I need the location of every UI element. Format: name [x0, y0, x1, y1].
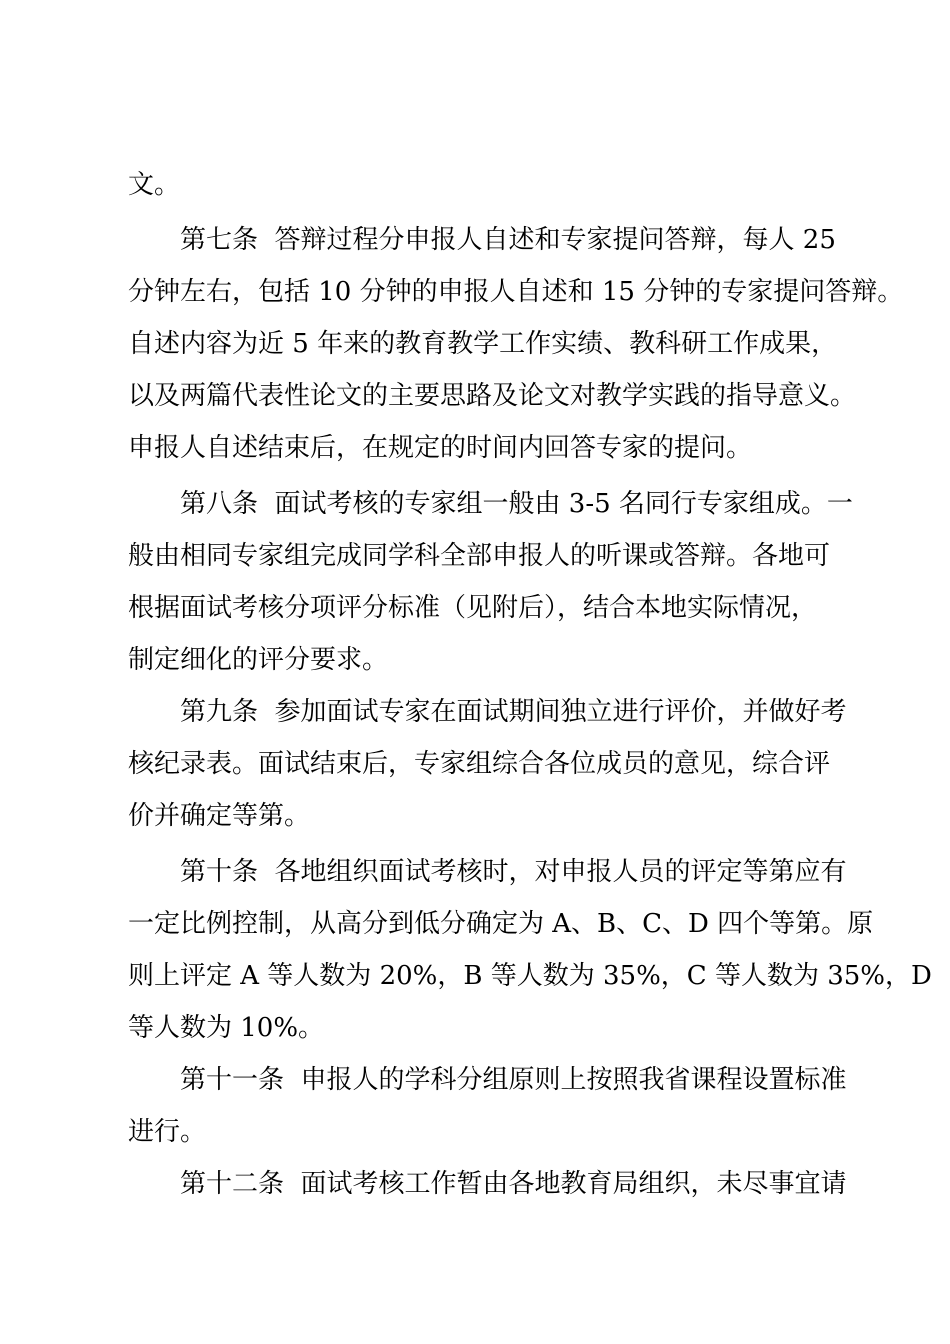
paragraph-article-8-line-1: 第八条 面试考核的专家组一般由 3-5 名同行专家组成。一 [180, 489, 853, 519]
paragraph-article-7-line-1: 第七条 答辩过程分申报人自述和专家提问答辩，每人 25 [180, 225, 836, 255]
paragraph-article-10-line-2: 一定比例控制，从高分到低分确定为 A、B、C、D 四个等第。原 [128, 909, 874, 939]
paragraph-article-8-line-2: 般由相同专家组完成同学科全部申报人的听课或答辩。各地可 [128, 541, 831, 571]
paragraph-article-10-line-1: 第十条 各地组织面试考核时，对申报人员的评定等第应有 [180, 857, 847, 887]
paragraph-article-9-line-3: 价并确定等第。 [128, 801, 311, 831]
paragraph-article-8-line-3: 根据面试考核分项评分标准（见附后），结合本地实际情况， [128, 593, 818, 623]
paragraph-article-7-line-2: 分钟左右，包括 10 分钟的申报人自述和 15 分钟的专家提问答辩。 [128, 277, 904, 307]
paragraph-article-12-line-1: 第十二条 面试考核工作暂由各地教育局组织，未尽事宜请 [180, 1169, 847, 1199]
paragraph-article-8-line-4: 制定细化的评分要求。 [128, 645, 389, 675]
paragraph-article-7-line-3: 自述内容为近 5 年来的教育教学工作实绩、教科研工作成果， [128, 329, 838, 359]
paragraph-article-11-line-1: 第十一条 申报人的学科分组原则上按照我省课程设置标准 [180, 1065, 847, 1095]
paragraph-article-10-line-3: 则上评定 A 等人数为 20%，B 等人数为 35%，C 等人数为 35%，D [128, 961, 932, 991]
paragraph-article-9-line-1: 第九条 参加面试专家在面试期间独立进行评价，并做好考 [180, 697, 847, 727]
text-line: 文。 [128, 170, 181, 200]
paragraph-article-10-line-4: 等人数为 10%。 [128, 1013, 325, 1043]
paragraph-article-7-line-5: 申报人自述结束后，在规定的时间内回答专家的提问。 [128, 433, 753, 463]
paragraph-article-11-line-2: 进行。 [128, 1117, 207, 1147]
paragraph-article-7-line-4: 以及两篇代表性论文的主要思路及论文对教学实践的指导意义。 [128, 381, 857, 411]
paragraph-article-9-line-2: 核纪录表。面试结束后，专家组综合各位成员的意见，综合评 [128, 749, 831, 779]
